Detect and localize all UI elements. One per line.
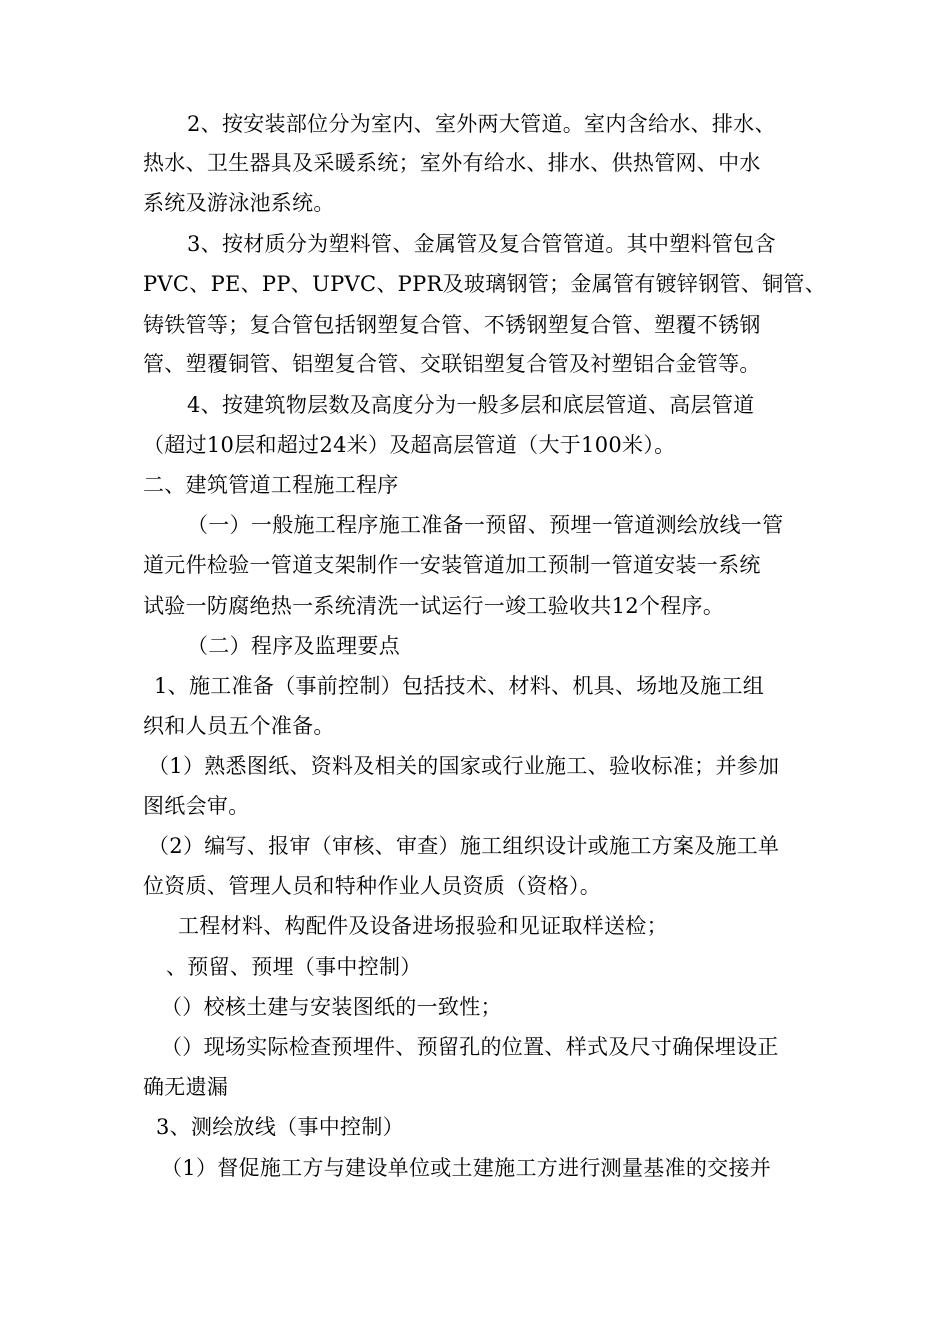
text-line: 1、施工准备（事前控制）包括技术、材料、机具、场地及施工组 [154,674,765,698]
text-line: 4、按建筑物层数及高度分为一般多层和底层管道、高层管道 [187,393,755,417]
subsection-heading: （二）程序及监理要点 [187,634,400,658]
text-line: 确无遗漏 [143,1075,229,1099]
text-line: 管、塑覆铜管、铝塑复合管、交联铝塑复合管及衬塑铝合金管等。 [143,352,761,376]
text-line: 位资质、管理人员和特种作业人员资质（资格）。 [143,874,602,898]
text-line: 、预留、预埋（事中控制） [166,955,422,979]
text-line: PVC、PE、PP、UPVC、PPR及玻璃钢管；金属管有镀锌钢管、铜管、 [143,272,827,296]
text-line: （1）督促施工方与建设单位或土建施工方进行测量基准的交接并 [161,1156,772,1180]
text-line: （2）编写、报审（审核、审查）施工组织设计或施工方案及施工单 [148,834,780,858]
text-line: 工程材料、构配件及设备进场报验和见证取样送检； [178,914,668,938]
text-line: 3、测绘放线（事中控制） [156,1115,404,1139]
text-line: 系统及游泳池系统。 [143,191,335,215]
text-line: 织和人员五个准备。 [143,714,335,738]
text-line: （一）一般施工程序施工准备一预留、预埋一管道测绘放线一管 [187,513,784,537]
section-heading: 二、建筑管道工程施工程序 [143,473,399,497]
text-line: 道元件检验一管道支架制作一安装管道加工预制一管道安装一系统 [143,553,761,577]
text-line: （）校核土建与安装图纸的一致性； [161,995,502,1019]
text-line: 2、按安装部位分为室内、室外两大管道。室内含给水、排水、 [187,112,776,136]
text-line: 3、按材质分为塑料管、金属管及复合管管道。其中塑料管包含 [187,232,776,256]
text-line: 试验一防腐绝热一系统清洗一试运行一竣工验收共12个程序。 [143,594,725,618]
text-line: 铸铁管等；复合管包括钢塑复合管、不锈钢塑复合管、塑覆不锈钢 [143,313,761,337]
text-line: 热水、卫生器具及采暖系统；室外有给水、排水、供热管网、中水 [143,151,761,175]
text-line: （）现场实际检查预埋件、预留孔的位置、样式及尺寸确保埋设正 [161,1035,779,1059]
text-line: 图纸会审。 [143,794,250,818]
text-line: （超过10层和超过24米）及超高层管道（大于100米）。 [143,433,676,457]
text-line: （1）熟悉图纸、资料及相关的国家或行业施工、验收标准；并参加 [148,754,780,778]
